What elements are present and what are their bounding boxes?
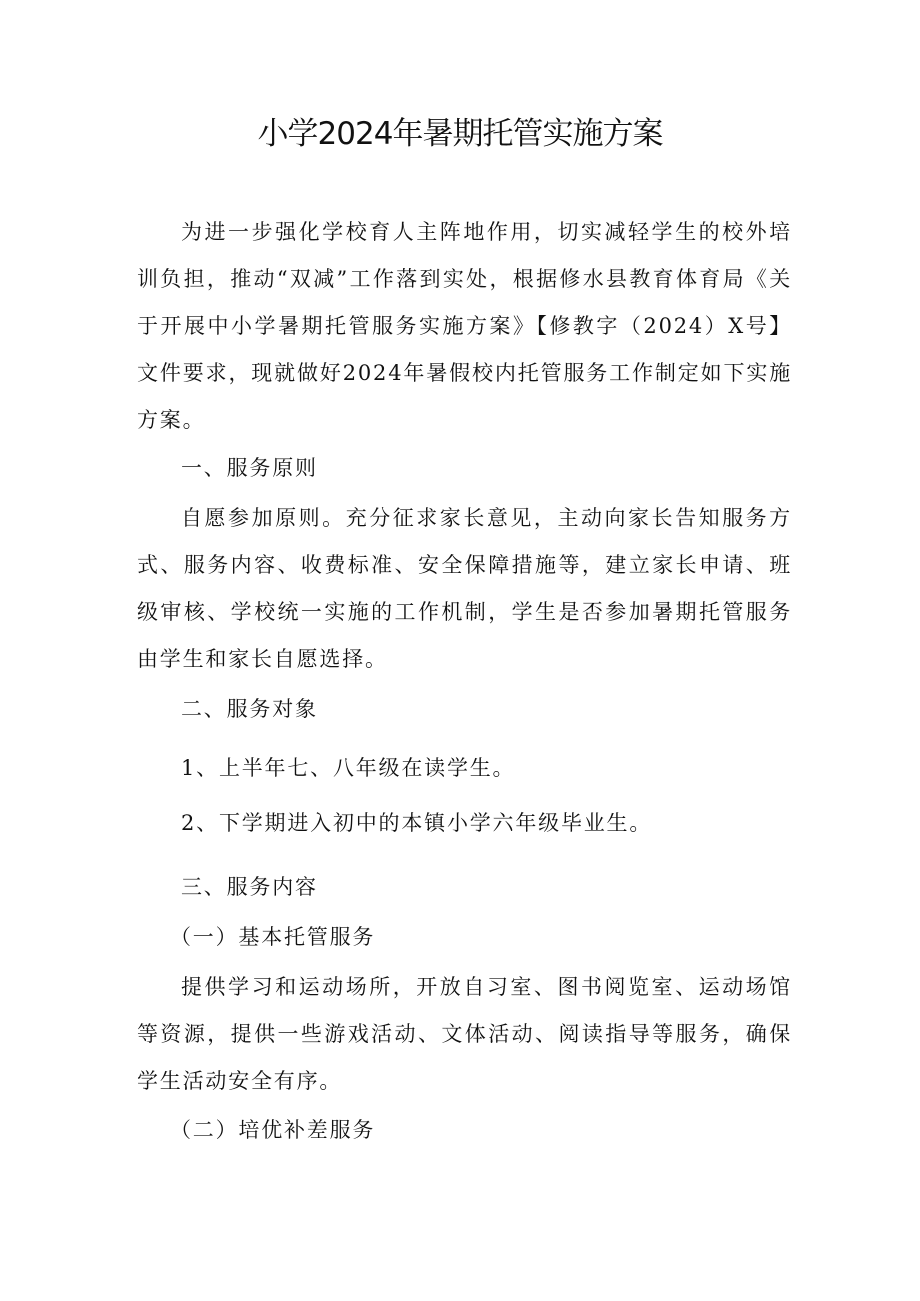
section-heading-content: 三、服务内容	[181, 875, 318, 899]
subsection-heading-tutoring: （二）培优补差服务	[170, 1118, 376, 1142]
basic-service-paragraph: 提供学习和运动场所，开放自习室、图书阅览室、运动场馆等资源，提供一些游戏活动、文体活动、阅读指导等服务，确保学生活动安全有序。	[137, 975, 792, 1093]
document-title: 小学2024年暑期托管实施方案	[257, 116, 663, 152]
section-heading-principles: 一、服务原则	[181, 456, 318, 480]
intro-paragraph: 为进一步强化学校育人主阵地作用，切实减轻学生的校外培训负担，推动“双减”工作落到实处，根据修水县教育体育局《关于开展中小学暑期托管服务实施方案》【修教字（2024）X号】文件要求，现就做好2024年暑假校内托管服务工作制定如下实施方案。	[137, 220, 792, 432]
subsection-heading-basic: （一）基本托管服务	[170, 925, 376, 949]
section-heading-targets: 二、服务对象	[181, 697, 318, 721]
principles-paragraph: 自愿参加原则。充分征求家长意见，主动向家长告知服务方式、服务内容、收费标准、安全保障措施等，建立家长申请、班级审核、学校统一实施的工作机制，学生是否参加暑期托管服务由学生和家长自愿选择。	[137, 506, 792, 671]
target-item-1: 1、上半年七、八年级在读学生。	[181, 756, 516, 780]
target-item-2: 2、下学期进入初中的本镇小学六年级毕业生。	[181, 811, 653, 835]
